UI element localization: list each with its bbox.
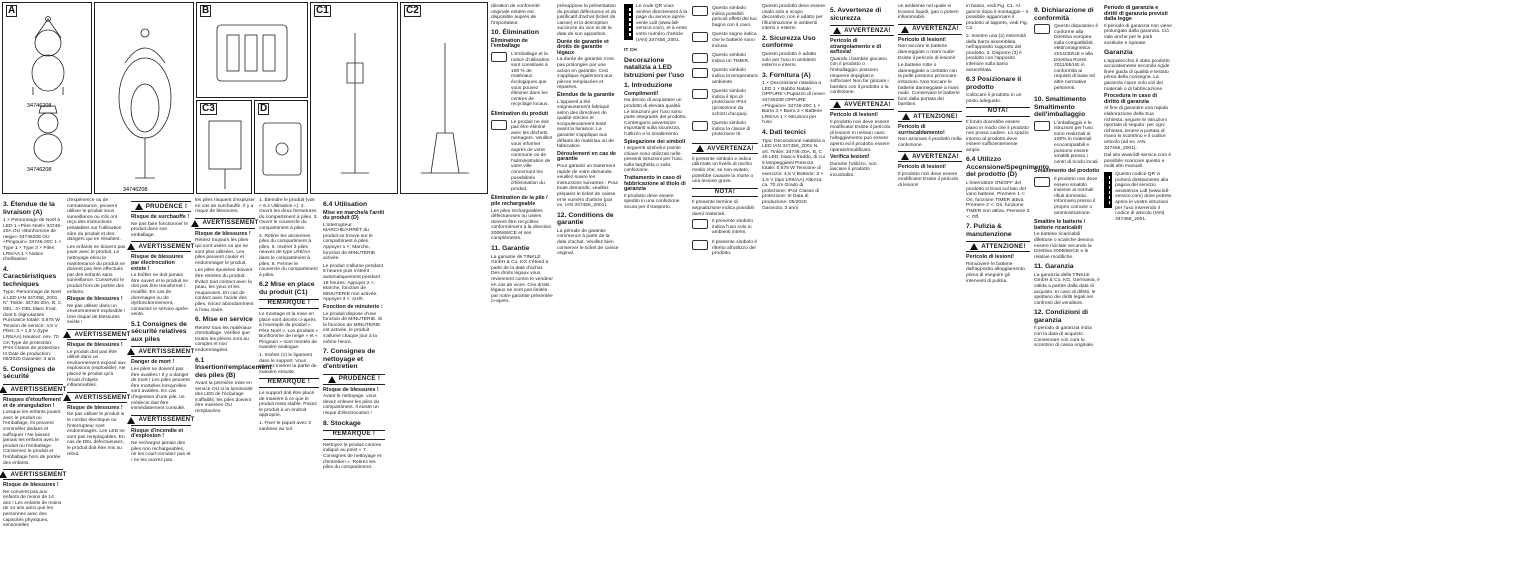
paragraph: Ne pas utiliser le produit si le cordon électrique ou l'interrupteur sont endommagés. Les LED ne sont pas remplaçables. En cas de DEL défectueuses, le produit doit être mis au rebut. xyxy=(67,412,125,457)
warning-icon xyxy=(127,348,135,355)
column-9 xyxy=(624,4,688,570)
note-box xyxy=(259,378,319,388)
figure-a-penguin xyxy=(94,2,194,194)
warning-icon xyxy=(833,101,841,108)
figure-c3-label: C3 xyxy=(202,103,215,114)
crossed-bin-icon xyxy=(1034,177,1050,187)
warning-icon xyxy=(328,376,336,383)
caution-title: ATTENZIONE! xyxy=(913,112,958,120)
warning-icon xyxy=(970,243,978,250)
protection-class-icon xyxy=(692,121,708,131)
paragraph: Questo segno indica che le batterie sono incluse. xyxy=(712,32,757,49)
subheading: Élimination de la pile / pile rechargeable xyxy=(491,195,548,207)
heading: 6.2 Mise en place du produit (C1) xyxy=(259,281,315,296)
paragraph: 1. Fixer le piquet avec 3 sardines au sol. xyxy=(259,421,311,432)
heading: 8. Stockage xyxy=(323,419,361,427)
warning-box xyxy=(3,469,67,480)
warning-title: AVVERTENZA! xyxy=(912,25,959,33)
subheading: Fonction de minuterie : xyxy=(323,304,383,310)
paragraph: Ha deciso di acquistare un prodotto di elevata qualità. Le istruzioni per l'uso sono parte integrante del prodotto. Contengono avvertenze importanti sulla sicurezza, l'utilizzo e lo smaltimento. xyxy=(624,98,687,137)
paragraph: 1 × Personnage de Noël à LED 1 «Père Noël» 34746-20A OU «Bonhomme de neige» 34746208 OU «Pingouin» 34746-20C 1 × Type 1 × Type 3 × Piles LR6/AA 1 × Notice d'utilisation xyxy=(3,218,62,263)
paragraph: Tipo: Decorazione natalizia a LED IAN 347456_2001 N. art. Tinkle: 34746-20A, B, C 45 LED, bianco freddo, di cui 5 lampeggianti Potenza totale: 0,675 W Tensione di esercizio: 4,5 V Batterie: 3 × 1,5 V (tipo LR6/AA) Altezza: ca. 70 cm Grado di protezione: IP44 Classe di protezione: III Data di produzione: 05/2020 Garanzia: 3 anni xyxy=(762,138,825,211)
column-15 xyxy=(1034,4,1100,570)
paragraph: Il presente simbolo indica l'uso solo in ambienti interni. xyxy=(712,219,754,236)
paragraph: L'interrupteur MARCHE/ARRÊT du produit se trouve sur le compartiment à piles. Appuyer 1 ×: Marche, fonction de MINUTERIE activée. xyxy=(323,222,376,262)
figure-d xyxy=(254,100,308,194)
paragraph: Il periodo di garanzia inizia con la data di acquisto. Conservare con cura lo scontrino di cassa originale. xyxy=(1034,326,1095,349)
subheading: Verifica lesioni! xyxy=(830,154,870,161)
warning-icon xyxy=(833,27,841,34)
note-title: NOTA! xyxy=(714,188,736,195)
subheading: Risque de blessures ! xyxy=(67,404,123,411)
paragraph: L'appareil a été soigneusement fabriqué selon des directives de qualité strictes et scrupuleusement testé avant la livraison. La garantie s'applique aux défauts de matériau ou de fabrication. xyxy=(557,99,614,150)
subheading: Pericolo di surriscaldamento! xyxy=(898,123,945,136)
info-icon xyxy=(692,240,708,250)
note-box xyxy=(966,107,1030,117)
column-4 xyxy=(195,198,272,570)
subheading: Risque d'incendie et d'explosion ! xyxy=(131,427,184,440)
column-8 xyxy=(557,4,619,570)
qr-code-icon xyxy=(1104,172,1112,208)
figure-a-penguin-illustration xyxy=(95,3,195,195)
battery-icon xyxy=(692,6,708,16)
column-1 xyxy=(3,198,67,570)
subheading: Danger de mort ! xyxy=(131,359,175,366)
paragraph: Questo simbolo indica la temperatura ambiente. xyxy=(712,68,758,85)
subheading: Smaltimento del prodotto xyxy=(1034,168,1100,175)
column-3 xyxy=(131,198,195,570)
column-14 xyxy=(966,4,1050,570)
heading: 9. Dichiarazione di conformità xyxy=(1034,7,1094,22)
subheading: Risque de blessures ! xyxy=(67,342,123,349)
paragraph: Non toccare le batterie danneggiate o mani nude! Esiste il pericolo di lesioni! xyxy=(898,44,956,61)
warning-box xyxy=(67,392,131,403)
subheading: Risque de blessures ! xyxy=(323,386,379,393)
indoor-icon xyxy=(692,219,708,229)
column-5 xyxy=(259,198,319,570)
figure-c1-label: C1 xyxy=(316,5,329,16)
warning-box xyxy=(3,384,67,395)
caution-box xyxy=(966,241,1030,252)
paragraph: Lorsque les enfants jouent avec le produit ou l'emballage, ils peuvent s'emmêler dedans et suffoquer ! Ne laissez jamais les enfants avec le produit ou l'emballage. Conservez le produit et l'emballage hors de portée des enfants. xyxy=(3,410,61,466)
subheading: Risques d'étouffement et de strangulation ! xyxy=(3,396,61,409)
paragraph: Ne pas faire fonctionner le produit dans son emballage. xyxy=(131,221,189,238)
heading: 4. Caractéristiques techniques xyxy=(3,265,57,288)
ce-mark-icon xyxy=(1034,24,1050,34)
heading: Garanzia xyxy=(1104,49,1133,57)
paragraph: Il periodo di garanzia non viene prolungato dalla garanzia. Ciò vale anche per le parti sostituite e riparate. xyxy=(1104,23,1172,46)
paragraph: un ambiente nel quale si trovano liquidi, gas o polveri infiammabili. xyxy=(898,4,959,21)
figure-d-label: D xyxy=(260,103,268,114)
paragraph: Rimuovere le batterie dall'apposito alloggiamento prima di eseguire gli interventi di pulizia. xyxy=(966,261,1025,284)
column-10 xyxy=(692,4,758,570)
heading: 11. Garantie xyxy=(491,245,530,253)
paragraph: L'imballaggio e le istruzioni per l'uso sono realizzati al 100% in materiali ecocompatibili e possono essere smaltiti presso i centri di riciclo locali. xyxy=(1054,120,1099,165)
heading: Decorazione natalizia a LED Istruzioni per l'uso xyxy=(624,56,685,79)
note-title: REMARQUE ! xyxy=(267,379,311,386)
warning-icon xyxy=(191,220,199,227)
warning-icon xyxy=(696,145,704,152)
caution-box xyxy=(898,111,962,122)
subheading: Procedura in caso di diritto di garanzia xyxy=(1104,93,1158,105)
warning-title: AVVERTENZA! xyxy=(707,144,754,152)
note-box xyxy=(259,299,319,309)
paragraph: 4. Retirer les anciennes piles du compartiment à piles. 5. Insérer 3 piles neuves de type LR6/AA dans le compartiment à piles. 6. Fermer le couvercle du compartiment à piles. xyxy=(259,233,318,278)
subheading: Mise en marche/à l'arrêt du produit (D) xyxy=(323,209,385,222)
warning-box xyxy=(898,151,962,162)
crossed-bin-icon xyxy=(491,120,507,130)
paragraph: 2. Inserire una (2) estremità della barra assemblata nell'apposito supporto del prodotto. 3. Disporre (3) il prodotto con l'apposito inferiore sulla barra assemblata. xyxy=(966,33,1027,73)
paragraph: Les piles épuisées doivent être retirées du produit. Évitez tout contact avec la peau, les yeux et les muqueuses. En cas de contact avec l'acide des piles, rincez abondamment à l'eau claire. xyxy=(195,268,254,313)
heading: 10. Smaltimento Smaltimento dell'imballaggio xyxy=(1034,96,1087,119)
figure-c2-label: C2 xyxy=(406,5,419,16)
heading: 10. Élimination xyxy=(491,29,539,37)
heading: 6.1 Insertion/remplacement des piles (B) xyxy=(195,356,272,379)
subheading: Étendue de la garantie xyxy=(557,91,615,98)
paragraph: présuppose la présentation du produit défectueux et du justificatif d'achat (ticket de caisse) et la description succincte du vice et de la date de son apparition. xyxy=(557,4,617,37)
subheading: Spiegazione dei simboli xyxy=(624,138,686,145)
figure-b-label: B xyxy=(202,5,210,16)
figure-a xyxy=(2,2,92,194)
subheading: Periodo di garanzia e diritti di garanzia previsti dalla legge xyxy=(1104,5,1168,23)
warning-icon xyxy=(63,394,71,401)
caution-title: PRUDENCE ! xyxy=(145,202,188,210)
paragraph: 1. Insérer (1) le ligament dans le support. Vous pouvez insérer la partie de manière ensuite. xyxy=(259,353,317,375)
warning-title: AVERTISSEMENT xyxy=(138,348,195,356)
paragraph: Le montage et la mise en place sont décrits ci-après à l'exemple du produit « Père Noël ». Les produits « Bonhomme de neige » et « Pingouin » sont montés de manière analogue. xyxy=(259,311,319,351)
paragraph: Ne pas utiliser dans un environnement explosible ! Une risque de blessures existe ! xyxy=(67,303,126,326)
paragraph: Questo simbolo indica un TIMER. xyxy=(712,53,750,64)
warning-box xyxy=(131,346,195,357)
paragraph: Questo prodotto deve essere usato solo a scopo decorativo, non è adatto per l'illuminazione in ambienti interni o esterni. xyxy=(762,4,826,32)
paragraph: Les piles rechargeables défectueuses ou usées doivent être recyclées conformément à la directive 2006/66/CE et ses compléments. xyxy=(491,208,552,242)
warning-box xyxy=(692,143,758,154)
heading: 2. Sicurezza Uso conforme xyxy=(762,34,816,50)
subheading: Élimination du produit xyxy=(491,111,549,117)
warning-title: AVVERTENZA! xyxy=(844,26,891,34)
heading: 7. Consignes de nettoyage et d'entretien xyxy=(323,348,376,371)
paragraph: Le batterie ricaricabili difettose o scariche devono essere riciclate secondo la Direttiva 2006/66/CE e le relative modifiche. xyxy=(1034,232,1094,260)
paragraph: Les piles ne doivent pas être avalées ! Il y a danger de mort ! Les piles peuvent être mortelles lorsqu'elles sont avalées. En cas d'ingestion d'une pile, un médecin doit être immédiatement consulté. xyxy=(131,367,190,412)
language-flag: IT CH xyxy=(624,48,637,54)
subheading: Pericolo di lesioni! xyxy=(898,164,946,171)
heading: 7. Pulizia & manutenzione xyxy=(966,223,1012,238)
caution-box xyxy=(131,201,191,212)
paragraph: Il prodotto non deve essere modificato! Esiste il pericolo di lesioni! In nessun caso l'alloggiamento può essere aperto ed il prodotto essere riparato/modificato. xyxy=(830,119,891,153)
figure-a-caption-2: 34746208 xyxy=(27,167,52,173)
warning-title: AVERTISSEMENT xyxy=(202,219,259,227)
recycle-icon xyxy=(1034,121,1050,131)
paragraph: Le boîtier ne doit jamais être ouvert et le produit ne doit pas être transformé / modifié. En cas de dommages ou de dysfonctionnement, contactez le service après-vente. xyxy=(131,273,190,318)
heading: 11. Garanzia xyxy=(1034,263,1074,271)
subheading: Déroulement en cas de garantie xyxy=(557,150,617,163)
warning-box xyxy=(830,25,894,36)
subheading: Pericolo di lesioni! xyxy=(966,254,1014,261)
paragraph: Le produit doit pas être utilisé dans un environnement exposé aux explosions (explosible). Ne placez le produit qu'à l'écart d'objets inflammables. xyxy=(67,349,126,389)
paragraph: Durante l'utilizzo, non lasciare il prodotto incustodito. xyxy=(830,161,877,178)
heading: 6.4 Utilizzo Accensione/Spegnimento del prodotto (D) xyxy=(966,156,1050,179)
recycle-icon xyxy=(491,52,507,62)
paragraph: La garantie de TINKLE GmbH & Co. KG s'étend à partir de la date d'achat. Des droits légaux vous reviennent contre le vendeur en cas de vices. Ces droits légaux ne sont pas limités par notre garantie présentée ci-après. xyxy=(491,254,553,305)
paragraph: Ne convient pas aux enfants de moins de 14 ans ! Les enfants de moins de 14 ans ainsi que les personnes avec des capacités physiques, sensorielles xyxy=(3,489,62,529)
paragraph: L'emballage et la notice d'utilisation sont constitués à 100 % de matériaux écologiques que vous pouvez éliminer dans les centres de recyclage locaux. xyxy=(511,52,550,108)
figure-c3-illustration xyxy=(197,101,253,195)
ip44-icon xyxy=(692,89,708,99)
paragraph: Questo simbolo indica il tipo di protezione IP44 (protezione da schizzi d'acqua). xyxy=(712,89,748,117)
warning-icon xyxy=(0,386,7,393)
note-title: REMARQUE ! xyxy=(267,300,311,307)
paragraph: les piles risquent d'exploser en cas de surchauffe. Il y a risque de blessures. xyxy=(195,198,255,215)
warning-title: AVVERTENZA! xyxy=(844,100,891,108)
subheading: Élimination de l'emballage xyxy=(491,37,528,50)
paragraph: Le code QR vous amène directement à la page du service après-vente Lidl (www.lidl-service.com), et à entre votre numéro d'article (IAN) 347456_2001. xyxy=(636,4,688,43)
heading: 5.1 Consignes de sécurité relatives aux piles xyxy=(131,320,187,343)
warning-title: AVERTISSEMENT xyxy=(138,416,195,424)
warning-title: AVERTISSEMENT xyxy=(74,393,131,401)
heading: 5. Consignes de sécurité xyxy=(3,365,56,381)
temperature-icon xyxy=(692,68,708,78)
heading: 1. Introduzione xyxy=(624,82,673,90)
heading: 3. Fornitura (A) xyxy=(762,71,811,79)
paragraph: Non azionare il prodotto nella confezione. xyxy=(898,137,962,148)
warning-box xyxy=(830,99,894,110)
paragraph: Il prodotto non deve essere modificato! Esiste il pericolo di lesioni! xyxy=(898,171,959,189)
figure-d-illustration xyxy=(255,101,309,195)
warning-icon xyxy=(135,203,143,210)
subheading: Risque de blessures par électrocution existe ! xyxy=(131,254,184,272)
warning-title: AVERTISSEMENT xyxy=(74,330,131,338)
warning-icon xyxy=(127,243,135,250)
note-title: NOTA! xyxy=(987,108,1009,115)
paragraph: in basso, vedi Fig. C1. Al gancio dopo il montaggio – è possibile agganciare il prodotto al tappeto, vedi Fig. C2. xyxy=(966,4,1029,32)
figure-c1 xyxy=(310,2,398,194)
paragraph: Type: Personnage de Noël à LED IAN 347456_2001 N° Tinkle: 34746-20A, B, C DEL: 4× DEL blanc froid, dont 5 clignotantes Puissance totale: 0,675 W Tension de service: 4,5 V Piles: 3 × 1,5 V (type LR6/AA) Hauteur: env. 70 cm Type de protection: IP44 Classe de protection: III Date de production: 05/2020 Garantie: 3 ans xyxy=(3,290,62,363)
column-12 xyxy=(830,4,894,570)
qr-code-icon xyxy=(624,4,633,40)
paragraph: Le support doit être placé de manière à ce que le produit reste stable. Posez le produit à un endroit approprié. xyxy=(259,391,317,419)
warning-title: AVERTISSEMENT xyxy=(138,243,195,251)
paragraph: Il prodotto non deve essere smaltito insieme ai normali rifiuti domestici. Informarsi presso il proprio comune o amministrazione. xyxy=(1054,176,1098,216)
heading: 4. Dati tecnici xyxy=(762,129,806,136)
figure-a-caption-1: 34746208 xyxy=(27,103,52,109)
paragraph: Il presente simbolo è riferito all'utilizzo del prodotto. xyxy=(712,240,758,257)
warning-box xyxy=(131,415,195,426)
column-11 xyxy=(762,4,826,570)
subheading: Smaltire le batterie / batterie ricaricabili xyxy=(1034,219,1086,231)
paragraph: Le produit s'allume pendant 6 heures puis s'éteint automatiquement pendant 18 heures. Appuyer 2 ×: Marche, fonction de MINUTERIE non activée. Appuyer 3 ×: Arrêt. xyxy=(323,263,383,303)
warning-icon xyxy=(901,153,909,160)
warning-box xyxy=(131,241,195,252)
paragraph: Les enfants ne doivent pas jouer avec le produit. Le nettoyage et/ou la maintenance du produit ne doivent pas être effectués par des enfants sans surveillance. Conservez le produit hors de portée des enfants. xyxy=(67,244,126,295)
heading: 3. Étendue de la livraison (A) xyxy=(3,201,55,216)
subheading: Risque de blessures ! xyxy=(67,296,123,303)
paragraph: Avant la première mise en service OU si la luminosité des LED de l'éclairage s'affaiblit, les piles doivent être insérées OU remplacées. xyxy=(195,381,253,415)
column-7 xyxy=(491,4,553,570)
caution-title: ATTENZIONE! xyxy=(981,242,1026,250)
subheading: Complimenti! xyxy=(624,90,659,97)
paragraph: Il prodotto deve essere spedito in una confezione sicura per il trasporto. xyxy=(624,193,680,211)
paragraph: I seguenti simboli e parole chiave sono utilizzati nelle presenti istruzioni per l'uso, sulla targhetta o sulla confezione. xyxy=(624,146,684,174)
warning-icon xyxy=(0,471,7,478)
warning-icon xyxy=(902,113,910,120)
paragraph: Questo simbolo indica la classe di protezione III. xyxy=(712,121,751,138)
paragraph: La garanzia della TINKLE GmbH & Co. KG, Germania, è valida a partire dalla data di acquisto. In caso di difetti, le spettano dei diritti legali nei confronti del venditore. xyxy=(1034,272,1100,306)
caution-box xyxy=(323,374,385,385)
battery-included-icon xyxy=(692,32,708,42)
warning-title: AVERTISSEMENT xyxy=(10,470,67,478)
warning-title: AVERTISSEMENT xyxy=(10,385,67,393)
figure-c2-illustration xyxy=(401,3,489,195)
paragraph: Questo prodotto è adatto solo per l'uso in ambienti esterni e interni. xyxy=(762,51,817,69)
warning-box xyxy=(898,24,962,35)
warning-box xyxy=(195,218,259,229)
figure-a-label: A xyxy=(8,5,16,16)
paragraph: Il fondo dovrebbe essere piano in modo che il prodotto non possa cadere. Lo spazio intorno al prodotto deve essere sufficientemente ampio. xyxy=(966,119,1029,153)
paragraph: Collocare il prodotto in un posto adeguato. xyxy=(966,93,1022,104)
paragraph: Retirez toujours les piles qui sont usées ou qui ne sont plus utilisées. Les piles peuvent couler et endommager le produit. xyxy=(195,238,249,266)
heading: 6.3 Posizionare il prodotto xyxy=(966,76,1022,91)
paragraph: Questo codice QR vi porterà direttamente alla pagina del servizio assistenza Lidl (www.lidl-service.com) dove potrete aprire le vostre istruzioni per l'uso inserendo il codice di articolo (IAN) 347456_2001. xyxy=(1115,171,1172,222)
warning-box xyxy=(67,329,131,340)
paragraph: Pour garantir un traitement rapide de votre demande, veuillez suivre les instructions suivantes : Pour toute demande, veuillez préparer le ticket de caisse et le numéro d'article (par ex. IAN 347456_2001). xyxy=(557,164,619,209)
paragraph: Retirez tous les matériaux d'emballage. Vérifiez que toutes les pièces sont au complet et non endommagées. xyxy=(195,325,252,353)
paragraph: L'interruttore ON/OFF del prodotto si trova sul lato del vano batterie. Premere 1 ×: On, funzione TIMER attiva. Premere 2 ×: On, funzione TIMER non attiva. Premere 3 ×: Off. xyxy=(966,180,1030,220)
paragraph: Dal sito www.lidl-service.com è possibile scaricare questo e molti altri manuali. xyxy=(1104,153,1172,170)
warning-icon xyxy=(901,26,909,33)
figure-a-caption-3: 34746208 xyxy=(123,187,148,193)
warning-title: AVVERTENZA! xyxy=(912,152,959,160)
note-title: REMARQUE ! xyxy=(332,431,376,438)
figure-c3 xyxy=(196,100,252,194)
subheading: Pericolo di strangolamento e di asfissia! xyxy=(830,38,882,56)
paragraph: Nettoyez le produit comme indiqué au point « 7. Consignes de nettoyage et d'entretien ». Retirez les piles du compartiment. xyxy=(323,442,382,471)
note-box xyxy=(323,430,385,440)
paragraph: Il presente simbolo e indica utilizzate un livello di rischio medio che, se non evitato, potrebbe causare la morte o una lesione grave. xyxy=(692,156,754,185)
paragraph: Avant le nettoyage, vous devez enlever les piles du compartiment. Il existe un risque d'électrocution ! xyxy=(323,394,380,417)
column-6 xyxy=(323,198,385,570)
column-13 xyxy=(898,4,962,570)
note-box xyxy=(692,188,758,198)
paragraph: dération de conformité originale entière est disponible auprès de l'importateur. xyxy=(491,4,540,26)
paragraph: Le produit dispose d'une fonction de MINUTERIE. Si la fonction de MINUTERIE est activée, le produit s'allume chaque jour à la même heure. xyxy=(323,311,383,345)
paragraph: L'apparecchio è stato prodotto accuratamente secondo rigide linee guida di qualità e testato prima della consegna. La garanzia copre solo vizi dei materiali o di fabbricazione. xyxy=(1104,58,1170,92)
paragraph: Questo dispositivo è conforme alla Direttiva europea sulla compatibilità elettromagnetica 2014/30/UE e alla Direttiva RoHS 2011/65/UE in conformità ai requisiti di base ed altre normative pertinenti. xyxy=(1054,24,1099,91)
subheading: Durée de garantie et droits de garantie légaux xyxy=(557,38,609,56)
heading: 5. Avvertenze di sicurezza xyxy=(830,7,882,22)
paragraph: Quando i bambini giocano con il prodotto o l'imballaggio, possono rimanere impigliati e soffocare! Non far giocare i bambini con il prodotto o la confezione. xyxy=(830,56,889,96)
subheading: Risque de blessures ! xyxy=(195,230,251,237)
paragraph: La durée de garantie n'est pas prolongée par une action en garantie. Ceci s'applique également aux pièces remplacées et réparées. xyxy=(557,57,614,91)
warning-icon xyxy=(63,331,71,338)
paragraph: Al fine di garantire una rapida elaborazione della Sua richiesta, seguire le istruzioni riportate di seguito: per ogni richiesta, tenere a portata di mano lo scontrino e il codice articolo (ad es. IAN 347456_2001). xyxy=(1104,106,1168,151)
figure-b xyxy=(196,2,308,98)
paragraph: Le produit ne doit pas être éliminé avec les déchets ménagers. Veuillez vous informer auprès de votre commune ou de l'administration de votre ville concernant les possibilités d'élimination du produit. xyxy=(511,119,553,192)
column-16 xyxy=(1104,4,1172,570)
paragraph: 1. Éteindre le produit (voir « 6.4 Utilisation »). 2. Ouvrir les deux fermetures du compartiment à piles. 3. Ouvrir le couvercle du compartiment à piles. xyxy=(259,198,318,231)
column-2 xyxy=(67,198,131,570)
paragraph: Le batterie rotte o danneggiate a contatto con la pelle possono provocare irritazioni. Non toccare le batterie danneggiate a mani nude. Conservare le batterie fuori dalla portata dei bambini. xyxy=(898,63,960,108)
heading: 6. Mise en service xyxy=(195,316,253,324)
timer-icon xyxy=(692,53,708,63)
subheading: Risque de blessures ! xyxy=(3,482,59,489)
heading: 12. Conditions de garantie xyxy=(557,211,614,227)
heading: 12. Condizioni di garanzia xyxy=(1034,309,1088,324)
subheading: Pericolo di lesioni! xyxy=(830,111,878,118)
subheading: Trattamento in caso di fabbricazione al titolo di garanzia xyxy=(624,175,686,193)
warning-icon xyxy=(127,417,135,424)
paragraph: d'expérience ou de connaissance, peuvent utiliser le produit sous surveillance ou s'ils ont reçu des instructions préalables sur l'utilisation sûre du produit et des dangers qui en résultent. xyxy=(67,198,122,243)
subheading: Pericolo di lesioni! xyxy=(898,36,946,43)
heading: 6.4 Utilisation xyxy=(323,201,368,208)
subheading: Risque de surchauffe ! xyxy=(131,214,190,220)
caution-title: PRUDENCE ! xyxy=(338,375,381,383)
paragraph: Ne rechargez jamais des piles non rechargeables, ne les court-circuitez pas et / ne les ouvrez pas. xyxy=(131,440,191,463)
figure-b-battery-illustration xyxy=(197,3,309,99)
figure-c1-illustration xyxy=(311,3,399,195)
paragraph: Il presente termine di segnalazione indica possibili danni materiali. xyxy=(692,200,754,217)
paragraph: Questo simbolo indica possibili pericoli effetti del tuo bagno con il cavo. xyxy=(712,6,757,28)
figure-c2 xyxy=(400,2,488,194)
figure-a-illustration xyxy=(3,3,93,195)
paragraph: 1 × Decorazione natalizia a LED 1 × Babbo Natale OPPURE «Pupazzo di neve» 34746208 OPPURE «Pinguino» 34746-20C 1 × Barra 3 × Barra 3 × Batterie LR6/AA 1 × Istruzioni per l'uso xyxy=(762,81,826,126)
paragraph: La période de garantie commence à partir de la date d'achat. Veuillez bien conserver le ticket de caisse original. xyxy=(557,228,619,257)
